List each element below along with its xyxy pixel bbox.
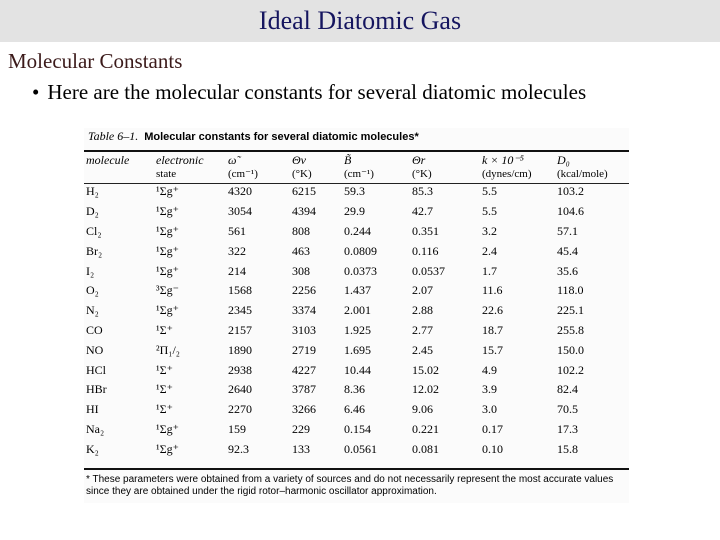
table-cell: ¹Σg⁺ — [156, 223, 179, 238]
table-row — [84, 261, 629, 281]
table-row — [84, 281, 629, 301]
table-cell: 15.02 — [412, 362, 439, 377]
table-row — [84, 202, 629, 222]
table-cell: ¹Σ⁺ — [156, 382, 173, 397]
table-cell: 2640 — [228, 382, 252, 397]
column-header — [226, 154, 290, 182]
table-cell: 0.154 — [344, 421, 371, 436]
table-cell: O₂ — [86, 283, 99, 298]
table-cell: 42.7 — [412, 204, 433, 219]
table-cell: 3266 — [292, 402, 316, 417]
table-cell: 6.46 — [344, 402, 365, 417]
table-cell: 1.695 — [344, 342, 371, 357]
table-cell: 3.9 — [482, 382, 497, 397]
slide-heading: Molecular Constants — [8, 49, 183, 73]
table-cell: 0.0561 — [344, 441, 377, 456]
table-cell: 4394 — [292, 204, 316, 219]
column-header-line2: (°K) — [292, 168, 312, 180]
table-cell: NO — [86, 342, 104, 357]
table-cell: 0.081 — [412, 441, 439, 456]
table-top-rule — [84, 150, 629, 152]
table-cell: 3374 — [292, 303, 316, 318]
table-cell: 3.2 — [482, 223, 497, 238]
table-row — [84, 182, 629, 202]
table-cell: HI — [86, 402, 99, 417]
table-cell: 57.1 — [557, 223, 578, 238]
table-cell: 3103 — [292, 322, 316, 337]
table-cell: 85.3 — [412, 184, 433, 199]
table-cell: 2.77 — [412, 322, 433, 337]
table-cell: ²Π₁/₂ — [156, 342, 180, 357]
table-cell: 18.7 — [482, 322, 503, 337]
table-cell: 255.8 — [557, 322, 584, 337]
table-cell: 159 — [228, 421, 246, 436]
table-cell: 102.2 — [557, 362, 584, 377]
table-cell: 0.0809 — [344, 243, 377, 258]
column-header-line2: state — [156, 168, 177, 180]
column-header-line1: molecule — [86, 153, 130, 167]
table-cell: ¹Σg⁺ — [156, 421, 179, 436]
table-body — [84, 182, 629, 459]
table-cell: 0.351 — [412, 223, 439, 238]
table-row — [84, 321, 629, 341]
table-cell: 0.17 — [482, 421, 503, 436]
table-cell: 0.116 — [412, 243, 439, 258]
table-cell: 229 — [292, 421, 310, 436]
column-header-line2: (cm⁻¹) — [228, 168, 258, 180]
column-header-line1: Θv — [292, 153, 306, 167]
column-header-line2: (°K) — [412, 168, 432, 180]
table-cell: 10.44 — [344, 362, 371, 377]
table-cell: 2719 — [292, 342, 316, 357]
table-cell: Cl₂ — [86, 223, 102, 238]
table-cell: 59.3 — [344, 184, 365, 199]
table-cell: D₂ — [86, 204, 99, 219]
table-row — [84, 400, 629, 420]
column-header — [154, 154, 226, 182]
table-cell: ¹Σg⁺ — [156, 441, 179, 456]
molecular-constants-table — [84, 154, 629, 459]
table-cell: 4.9 — [482, 362, 497, 377]
table-cell: 2270 — [228, 402, 252, 417]
table-cell: 103.2 — [557, 184, 584, 199]
column-header — [410, 154, 480, 182]
table-cell: 1568 — [228, 283, 252, 298]
table-row — [84, 360, 629, 380]
table-cell: ¹Σ⁺ — [156, 402, 173, 417]
table-cell: 17.3 — [557, 421, 578, 436]
table-cell: 2157 — [228, 322, 252, 337]
slide-title: Ideal Diatomic Gas — [258, 6, 462, 35]
table-cell: 2256 — [292, 283, 316, 298]
column-header — [480, 154, 555, 182]
table-row — [84, 340, 629, 360]
table-cell: 70.5 — [557, 402, 578, 417]
table-label: Table 6–1. — [88, 129, 139, 143]
table-cell: Br₂ — [86, 243, 103, 258]
table-row — [84, 301, 629, 321]
table-cell: 2.45 — [412, 342, 433, 357]
table-cell: 308 — [292, 263, 310, 278]
table-cell: 35.6 — [557, 263, 578, 278]
table-cell: 29.9 — [344, 204, 365, 219]
column-header — [555, 154, 629, 182]
table-footnote: * These parameters were obtained from a variety of sources and do not necessarily represent the most accurate values since they are obtained under the rigid rotor–harmonic oscillator approximation. — [86, 474, 614, 497]
table-cell: 15.8 — [557, 441, 578, 456]
table-cell: H₂ — [86, 184, 99, 199]
table-cell: 2.001 — [344, 303, 371, 318]
column-header-line1: ω̃ — [228, 153, 237, 167]
table-cell: ¹Σg⁺ — [156, 204, 179, 219]
table-cell: 6215 — [292, 184, 316, 199]
column-header-line2: (kcal/mole) — [557, 168, 608, 180]
table-row — [84, 222, 629, 242]
table-cell: 9.06 — [412, 402, 433, 417]
table-cell: ¹Σ⁺ — [156, 322, 173, 337]
bullet-point — [32, 80, 586, 105]
table-cell: 15.7 — [482, 342, 503, 357]
table-cell: 4227 — [292, 362, 316, 377]
table-cell: ¹Σg⁺ — [156, 184, 179, 199]
table-cell: 2938 — [228, 362, 252, 377]
table-cell: N₂ — [86, 303, 99, 318]
table-cell: 2.07 — [412, 283, 433, 298]
table-cell: 0.0537 — [412, 263, 445, 278]
table-cell: 104.6 — [557, 204, 584, 219]
table-cell: 0.244 — [344, 223, 371, 238]
table-caption — [88, 129, 419, 144]
table-cell: ¹Σg⁺ — [156, 263, 179, 278]
table-cell: 12.02 — [412, 382, 439, 397]
table-cell: 118.0 — [557, 283, 584, 298]
table-cell: 8.36 — [344, 382, 365, 397]
table-cell: 4320 — [228, 184, 252, 199]
table-row — [84, 380, 629, 400]
table-row — [84, 439, 629, 459]
column-header-line1: B̃ — [344, 153, 352, 167]
table-row — [84, 420, 629, 440]
table-cell: 1.437 — [344, 283, 371, 298]
table-cell: 11.6 — [482, 283, 503, 298]
table-cell: 133 — [292, 441, 310, 456]
table-cell: 22.6 — [482, 303, 503, 318]
column-header-line1: electronic — [156, 153, 204, 167]
table-header-row — [84, 154, 629, 182]
table-cell: 0.0373 — [344, 263, 377, 278]
column-header — [290, 154, 342, 182]
table-cell: 2.88 — [412, 303, 433, 318]
table-cell: 1890 — [228, 342, 252, 357]
table-cell: 322 — [228, 243, 246, 258]
bullet-marker: • — [32, 80, 40, 104]
table-cell: ¹Σg⁺ — [156, 243, 179, 258]
table-cell: 3787 — [292, 382, 316, 397]
title-bar — [0, 0, 720, 42]
table-cell: 150.0 — [557, 342, 584, 357]
column-header-line2: (dynes/cm) — [482, 168, 532, 180]
column-header-line1: Θr — [412, 153, 426, 167]
bullet-text: Here are the molecular constants for several diatomic molecules — [47, 80, 587, 104]
table-cell: HCl — [86, 362, 107, 377]
table-cell: 0.221 — [412, 421, 439, 436]
table-cell: K₂ — [86, 441, 99, 456]
table-cell: 214 — [228, 263, 246, 278]
table-cell: I₂ — [86, 263, 95, 278]
table-cell: 0.10 — [482, 441, 503, 456]
column-header-line2: (cm⁻¹) — [344, 168, 374, 180]
table-cell: 5.5 — [482, 184, 497, 199]
table-cell: 5.5 — [482, 204, 497, 219]
table-cell: ³Σg⁻ — [156, 283, 179, 298]
table-cell: 2.4 — [482, 243, 497, 258]
table-cell: 463 — [292, 243, 310, 258]
column-header — [84, 154, 154, 182]
table-cell: 561 — [228, 223, 246, 238]
table-cell: CO — [86, 322, 103, 337]
table-cell: 45.4 — [557, 243, 578, 258]
table-cell: ¹Σ⁺ — [156, 362, 173, 377]
table-image — [84, 128, 629, 503]
table-row — [84, 241, 629, 261]
table-title: Molecular constants for several diatomic molecules* — [144, 131, 419, 143]
table-cell: 1.7 — [482, 263, 497, 278]
table-cell: 3054 — [228, 204, 252, 219]
column-header-line1: D₀ — [557, 153, 570, 167]
table-cell: 82.4 — [557, 382, 578, 397]
table-cell: Na₂ — [86, 421, 105, 436]
table-cell: 808 — [292, 223, 310, 238]
table-bottom-rule — [84, 468, 629, 470]
column-header — [342, 154, 410, 182]
table-cell: 2345 — [228, 303, 252, 318]
table-cell: 1.925 — [344, 322, 371, 337]
table-cell: 92.3 — [228, 441, 249, 456]
table-cell: HBr — [86, 382, 107, 397]
table-cell: 3.0 — [482, 402, 497, 417]
table-cell: 225.1 — [557, 303, 584, 318]
column-header-line1: k × 10⁻⁵ — [482, 153, 524, 167]
table-cell: ¹Σg⁺ — [156, 303, 179, 318]
